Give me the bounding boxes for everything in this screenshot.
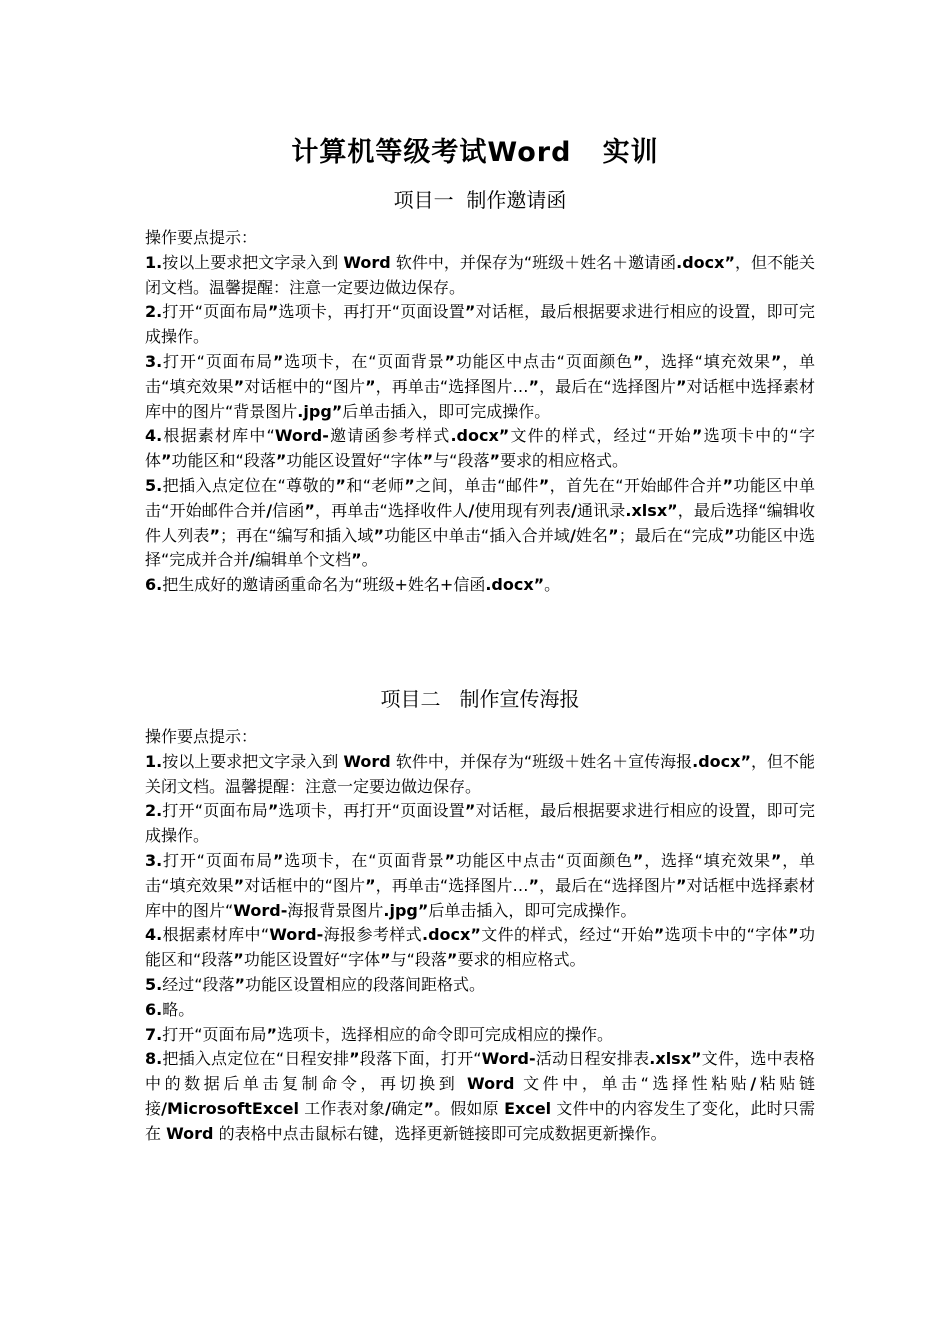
section-title: 项目一 制作邀请函 — [393, 188, 567, 212]
document-title: 计算机等级考试Word 实训 — [291, 137, 659, 168]
step-item: 1.按以上要求把文字录入到 Word 软件中，并保存为“班级＋姓名＋宣传海报.docx”，但不能关闭文档。温馨提醒：注意一定要边做边保存。 — [145, 751, 815, 796]
step-item: 4.根据素材库中“Word-海报参考样式.docx”文件的样式，经过“开始”选项卡中的“字体”功能区和“段落”功能区设置好“字体”与“段落”要求的相应格式。 — [145, 925, 815, 970]
step-item: 8.把插入点定位在“日程安排”段落下面，打开“Word-活动日程安排表.xlsx”文件，选中表格中的数据后单击复制命令，再切换到 Word 文件中，单击“选择性粘贴/粘贴链接/MicrosoftExcel 工作表对象/确定”。假如原 Excel 文件中的内容发生了变化，此时只需在 Word 的表格中点击鼠标右键，选择更新链接即可完成数据更新操作。 — [145, 1049, 815, 1143]
hint-label: 操作要点提示： — [145, 727, 258, 746]
section-project-1 — [145, 184, 815, 598]
step-item: 1.按以上要求把文字录入到 Word 软件中，并保存为“班级＋姓名＋邀请函.docx”，但不能关闭文档。温馨提醒：注意一定要边做边保存。 — [145, 252, 815, 297]
step-item: 2.打开“页面布局”选项卡，再打开“页面设置”对话框，最后根据要求进行相应的设置，即可完成操作。 — [145, 302, 815, 347]
step-item: 3.打开“页面布局”选项卡，在“页面背景”功能区中点击“页面颜色”，选择“填充效果”，单击“填充效果”对话框中的“图片”，再单击“选择图片…”，最后在“选择图片”对话框中选择素材库中的图片“背景图片.jpg”后单击插入，即可完成操作。 — [145, 351, 816, 421]
step-item: 7.打开“页面布局”选项卡，选择相应的命令即可完成相应的操作。 — [145, 1024, 614, 1044]
step-item: 2.打开“页面布局”选项卡，再打开“页面设置”对话框，最后根据要求进行相应的设置，即可完成操作。 — [145, 801, 815, 846]
section-body — [145, 226, 815, 598]
step-item: 6.把生成好的邀请函重命名为“班级+姓名+信函.docx”。 — [145, 575, 561, 595]
step-item: 6.略。 — [145, 999, 195, 1019]
step-item: 5.经过“段落”功能区设置相应的段落间距格式。 — [145, 974, 486, 994]
section-title: 项目二 制作宣传海报 — [380, 687, 580, 711]
step-item: 3.打开“页面布局”选项卡，在“页面背景”功能区中点击“页面颜色”，选择“填充效果”，单击“填充效果”对话框中的“图片”，再单击“选择图片…”，最后在“选择图片”对话框中选择素材库中的图片“Word-海报背景图片.jpg”后单击插入，即可完成操作。 — [145, 850, 816, 920]
section-body — [145, 725, 815, 1147]
hint-label: 操作要点提示： — [145, 228, 258, 247]
step-item: 5.把插入点定位在“尊敬的”和“老师”之间，单击“邮件”，首先在“开始邮件合并”功能区中单击“开始邮件合并/信函”，再单击“选择收件人/使用现有列表/通讯录.xlsx”，最后选择“编辑收件人列表”；再在“编写和插入域”功能区中单击“插入合并域/姓名”；最后在“完成”功能区中选择“完成并合并/编辑单个文档”。 — [145, 475, 815, 570]
step-item: 4.根据素材库中“Word-邀请函参考样式.docx”文件的样式，经过“开始”选项卡中的“字体”功能区和“段落”功能区设置好“字体”与“段落”要求的相应格式。 — [145, 426, 815, 471]
section-project-2 — [145, 683, 815, 1147]
